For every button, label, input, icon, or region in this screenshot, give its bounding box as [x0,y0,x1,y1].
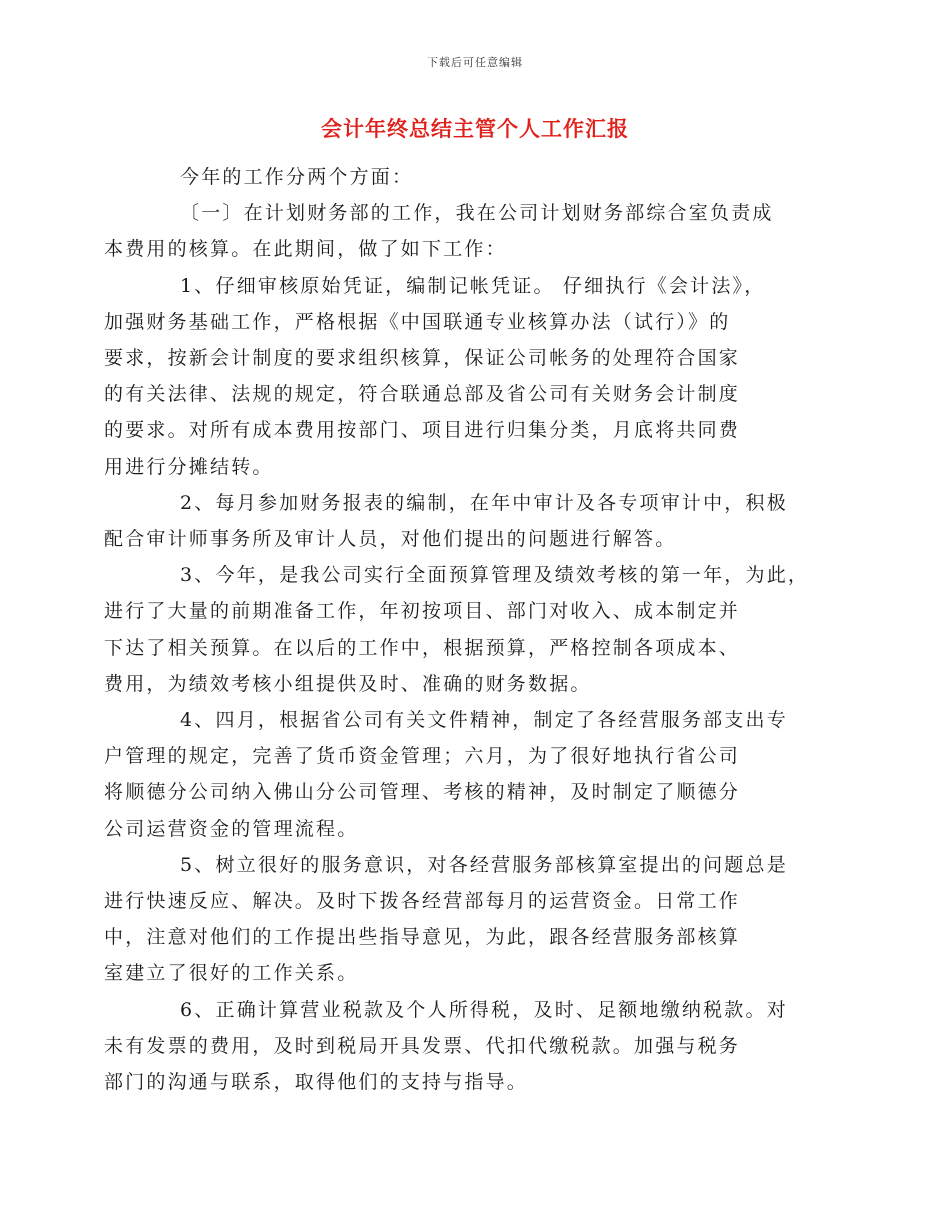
text-line: 3、今年，是我公司实行全面预算管理及绩效考核的第一年，为此， [180,564,810,587]
paragraph-item-5 [104,847,812,992]
text-line: 本费用的核算。在此期间，做了如下工作： [104,238,507,261]
paragraph-intro [142,159,812,195]
text-line: 4、四月，根据省公司有关文件精神，制定了各经营服务部支出专 [180,709,788,732]
text-line: 加强财务基础工作，严格根据《中国联通专业核算办法（试行）》的 [104,310,731,333]
paragraph-item-3 [104,557,812,702]
paragraph-item-6 [104,992,812,1101]
paragraph-item-1 [104,268,812,485]
text-line: 公司运营资金的管理流程。 [104,817,359,840]
text-line: 部门的沟通与联系，取得他们的支持与指导。 [104,1071,529,1094]
text-line: 要求，按新会计制度的要求组织核算，保证公司帐务的处理符合国家 [104,347,741,370]
document-body [104,159,812,1100]
text-line: 5、树立很好的服务意识，对各经营服务部核算室提出的问题总是 [180,853,788,876]
text-line: 室建立了很好的工作关系。 [104,962,359,985]
text-line: 户管理的规定，完善了货币资金管理；六月，为了很好地执行省公司 [104,745,741,768]
text-line: 进行快速反应、解决。及时下拨各经营部每月的运营资金。日常工作 [104,890,741,913]
paragraph-item-2 [104,485,812,557]
paragraph-item-4 [104,702,812,847]
text-line: 费用，为绩效考核小组提供及时、准确的财务数据。 [104,672,592,695]
text-line: 未有发票的费用，及时到税局开具发票、代扣代缴税款。加强与税务 [104,1034,741,1057]
text-line: 进行了大量的前期准备工作，年初按项目、部门对收入、成本制定并 [104,600,741,623]
text-line: 配合审计师事务所及审计人员，对他们提出的问题进行解答。 [104,528,677,551]
paragraph-section-one [104,195,812,267]
header-note: 下载后可任意编辑 [427,56,523,69]
text-line: 用进行分摊结转。 [104,455,274,478]
text-line: 1、仔细审核原始凭证，编制记帐凭证。 仔细执行《会计法》， [180,274,766,297]
document-title: 会计年终总结主管个人工作汇报 [321,116,629,141]
text-line: 2、每月参加财务报表的编制，在年中审计及各专项审计中，积极 [180,491,788,514]
text-line: 〔一〕在计划财务部的工作，我在公司计划财务部综合室负责成 [180,202,774,225]
text-line: 6、正确计算营业税款及个人所得税，及时、足额地缴纳税款。对 [180,998,788,1021]
text-line: 的有关法律、法规的规定，符合联通总部及省公司有关财务会计制度 [104,383,741,406]
text-line: 今年的工作分两个方面： [180,166,414,188]
text-line: 将顺德分公司纳入佛山分公司管理、考核的精神，及时制定了顺德分 [104,781,741,804]
text-line: 的要求。对所有成本费用按部门、项目进行归集分类，月底将共同费 [104,419,741,442]
text-line: 下达了相关预算。在以后的工作中，根据预算，严格控制各项成本、 [104,636,741,659]
text-line: 中，注意对他们的工作提出些指导意见，为此，跟各经营服务部核算 [104,926,741,949]
